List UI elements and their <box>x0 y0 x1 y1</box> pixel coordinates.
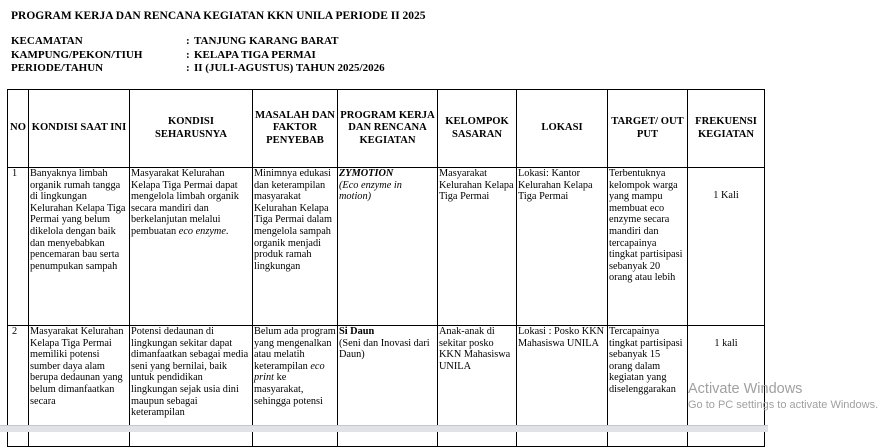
meta-value: II (JULI-AGUSTUS) TAHUN 2025/2026 <box>194 62 385 74</box>
meta-row-kampung <box>11 49 385 63</box>
cell-program <box>338 168 438 326</box>
cell-frekuensi <box>688 168 765 326</box>
document-meta <box>11 35 385 76</box>
cell-target: Terbentuknya kelompok warga yang mampu membuat eco enzyme secara mandiri dan tercapainya tingkat partisipasi sebanyak 20 orang atau lebih <box>608 168 688 326</box>
program-title: Si Daun <box>339 326 375 337</box>
program-title: ZYMOTION <box>339 168 394 179</box>
header-no: NO <box>8 90 29 168</box>
cell-kelompok: Masyarakat Kelurahan Kelapa Tiga Permai <box>438 168 517 326</box>
cell-lokasi: Lokasi : Posko KKN Mahasiswa UNILA <box>517 326 608 447</box>
table-row <box>8 168 765 326</box>
header-frekuensi: FREKUENSI KEGIATAN <box>688 90 765 168</box>
meta-row-periode <box>11 62 385 76</box>
activation-watermark <box>688 381 878 412</box>
meta-separator: : <box>186 48 190 61</box>
cell-italic-text: eco print <box>254 360 325 384</box>
cell-kelompok: Anak-anak di sekitar posko KKN Mahasiswa UNILA <box>438 326 517 447</box>
meta-label: KAMPUNG/PEKON/TIUH <box>11 48 143 61</box>
cell-kondisi-seharusnya: Potensi dedaunan di lingkungan sekitar dapat dimanfaatkan sebagai media seni yang bernilai, baik untuk pendidikan lingkungan sejak usia dini maupun sebagai keterampilan <box>130 326 253 447</box>
cell-text: Belum ada program yang mengenalkan atau melatih keterampilan <box>254 326 336 372</box>
program-table <box>7 89 765 447</box>
frekuensi-value: 1 Kali <box>713 190 739 201</box>
header-kondisi-seharusnya: KONDISI SEHARUSNYA <box>130 90 253 168</box>
meta-row-kecamatan <box>11 35 385 49</box>
cell-kondisi-saat-ini: Banyaknya limbah organik rumah tangga di lingkungan Kelurahan Kelapa Tiga Permai yang belum dikelola dengan baik dan menyebabkan pencemaran bau serta penumpukan sampah <box>29 168 130 326</box>
meta-label: KECAMATAN <box>11 35 83 47</box>
cell-lokasi: Lokasi: Kantor Kelurahan Kelapa Tiga Permai <box>517 168 608 326</box>
header-target: TARGET/ OUT PUT <box>608 90 688 168</box>
meta-separator: : <box>186 62 190 74</box>
taskbar <box>0 425 768 432</box>
cell-target: Tercapainya tingkat partisipasi sebanyak 15 orang dalam kegiatan yang diselenggarakan <box>608 326 688 447</box>
meta-value: TANJUNG KARANG BARAT <box>194 35 339 47</box>
cell-kondisi-seharusnya <box>130 168 253 326</box>
cell-no: 1 <box>8 168 29 326</box>
watermark-title: Activate Windows <box>688 381 803 397</box>
header-kelompok: KELOMPOK SASARAN <box>438 90 517 168</box>
frekuensi-value: 1 kali <box>714 338 738 349</box>
document-title: PROGRAM KERJA DAN RENCANA KEGIATAN KKN UNILA PERIODE II 2025 <box>11 10 426 22</box>
meta-value: KELAPA TIGA PERMAI <box>194 48 316 61</box>
meta-label: PERIODE/TAHUN <box>11 62 104 74</box>
program-description: (Eco enzyme in motion) <box>339 179 402 203</box>
cell-no: 2 <box>8 326 29 447</box>
cell-italic-text: eco enzyme <box>178 225 226 237</box>
program-description: (Seni dan Inovasi dari Daun) <box>339 337 430 361</box>
header-program: PROGRAM KERJA DAN RENCANA KEGIATAN <box>338 90 438 168</box>
cell-masalah: Minimnya edukasi dan keterampilan masyarakat Kelurahan Kelapa Tiga Permai dalam mengelola sampah organik menjadi produk ramah lingkungan <box>253 168 338 326</box>
header-kondisi-saat-ini: KONDISI SAAT INI <box>29 90 130 168</box>
cell-text: . <box>225 225 229 237</box>
table-header-row <box>8 90 765 168</box>
header-masalah: MASALAH DAN FAKTOR PENYEBAB <box>253 90 338 168</box>
meta-separator: : <box>186 35 190 47</box>
watermark-subtitle: Go to PC settings to activate Windows. <box>688 399 878 411</box>
cell-kondisi-saat-ini: Masyarakat Kelurahan Kelapa Tiga Permai memiliki potensi sumber daya alam berupa dedaunan yang belum dimanfaatkan secara <box>29 326 130 447</box>
header-lokasi: LOKASI <box>517 90 608 168</box>
cell-text: ke masyarakat, sehingga potensi <box>254 372 323 407</box>
cell-text: Masyarakat Kelurahan Kelapa Tiga Permai dapat mengelola limbah organik secara mandiri dan berkelanjutan melalui pembuatan <box>131 168 239 237</box>
